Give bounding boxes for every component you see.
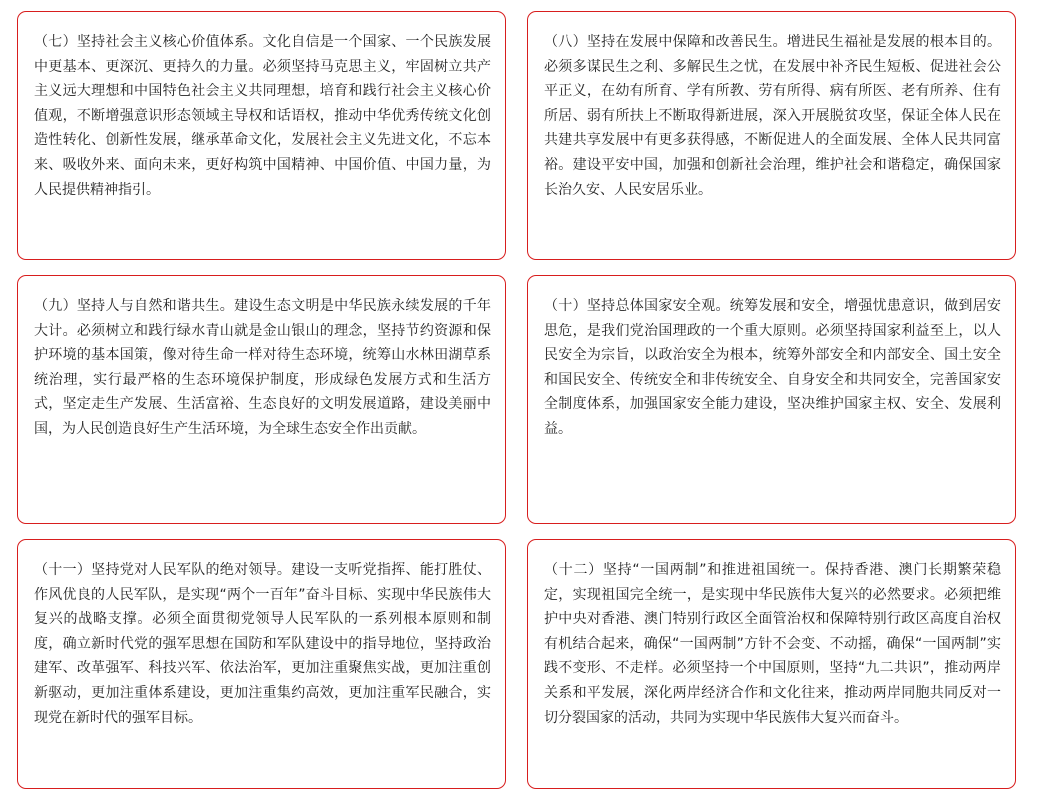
principle-text-10: （十）坚持总体国家安全观。统筹发展和安全，增强忧患意识，做到居安思危，是我们党治国理政的一个重大原则。必须坚持国家利益至上，以人民安全为宗旨，以政治安全为根本，统筹外部安全和内部安全、国土安全和国民安全、传统安全和非传统安全、自身安全和共同安全，完善国家安全制度体系，加强国家安全能力建设，坚决维护国家主权、安全、发展利益。 (544, 298, 1001, 437)
principle-text-12: （十二）坚持“一国两制”和推进祖国统一。保持香港、澳门长期繁荣稳定，实现祖国完全统一，是实现中华民族伟大复兴的必然要求。必须把维护中央对香港、澳门特别行政区全面管治权和保障特别行政区高度自治权有机结合起来，确保“一国两制”方针不会变、不动摇，确保“一国两制”实践不变形、不走样。必须坚持一个中国原则，坚持“九二共识”，推动两岸关系和平发展，深化两岸经济合作和文化往来，推动两岸同胞共同反对一切分裂国家的活动，共同为实现中华民族伟大复兴而奋斗。 (544, 562, 1001, 726)
principle-card-7 (17, 11, 506, 260)
principle-text-8: （八）坚持在发展中保障和改善民生。增进民生福祉是发展的根本目的。必须多谋民生之利、多解民生之忧，在发展中补齐民生短板、促进社会公平正义，在幼有所育、学有所教、劳有所得、病有所医、老有所养、住有所居、弱有所扶上不断取得新进展，深入开展脱贫攻坚，保证全体人民在共建共享发展中有更多获得感，不断促进人的全面发展、全体人民共同富裕。建设平安中国，加强和创新社会治理，维护社会和谐稳定，确保国家长治久安、人民安居乐业。 (544, 34, 1001, 198)
principle-text-7: （七）坚持社会主义核心价值体系。文化自信是一个国家、一个民族发展中更基本、更深沉、更持久的力量。必须坚持马克思主义，牢固树立共产主义远大理想和中国特色社会主义共同理想，培育和践行社会主义核心价值观，不断增强意识形态领域主导权和话语权，推动中华优秀传统文化创造性转化、创新性发展，继承革命文化，发展社会主义先进文化，不忘本来、吸收外来、面向未来，更好构筑中国精神、中国价值、中国力量，为人民提供精神指引。 (34, 34, 491, 198)
principle-text-9: （九）坚持人与自然和谐共生。建设生态文明是中华民族永续发展的千年大计。必须树立和践行绿水青山就是金山银山的理念，坚持节约资源和保护环境的基本国策，像对待生命一样对待生态环境，统筹山水林田湖草系统治理，实行最严格的生态环境保护制度，形成绿色发展方式和生活方式，坚定走生产发展、生活富裕、生态良好的文明发展道路，建设美丽中国，为人民创造良好生产生活环境，为全球生态安全作出贡献。 (34, 298, 491, 437)
principle-text-11: （十一）坚持党对人民军队的绝对领导。建设一支听党指挥、能打胜仗、作风优良的人民军队，是实现“两个一百年”奋斗目标、实现中华民族伟大复兴的战略支撑。必须全面贯彻党领导人民军队的一系列根本原则和制度，确立新时代党的强军思想在国防和军队建设中的指导地位，坚持政治建军、改革强军、科技兴军、依法治军，更加注重聚焦实战，更加注重创新驱动，更加注重体系建设，更加注重集约高效，更加注重军民融合，实现党在新时代的强军目标。 (34, 562, 491, 726)
principle-card-8 (527, 11, 1016, 260)
principle-card-11 (17, 539, 506, 789)
principle-card-9 (17, 275, 506, 524)
principle-card-12 (527, 539, 1016, 789)
principle-card-10 (527, 275, 1016, 524)
